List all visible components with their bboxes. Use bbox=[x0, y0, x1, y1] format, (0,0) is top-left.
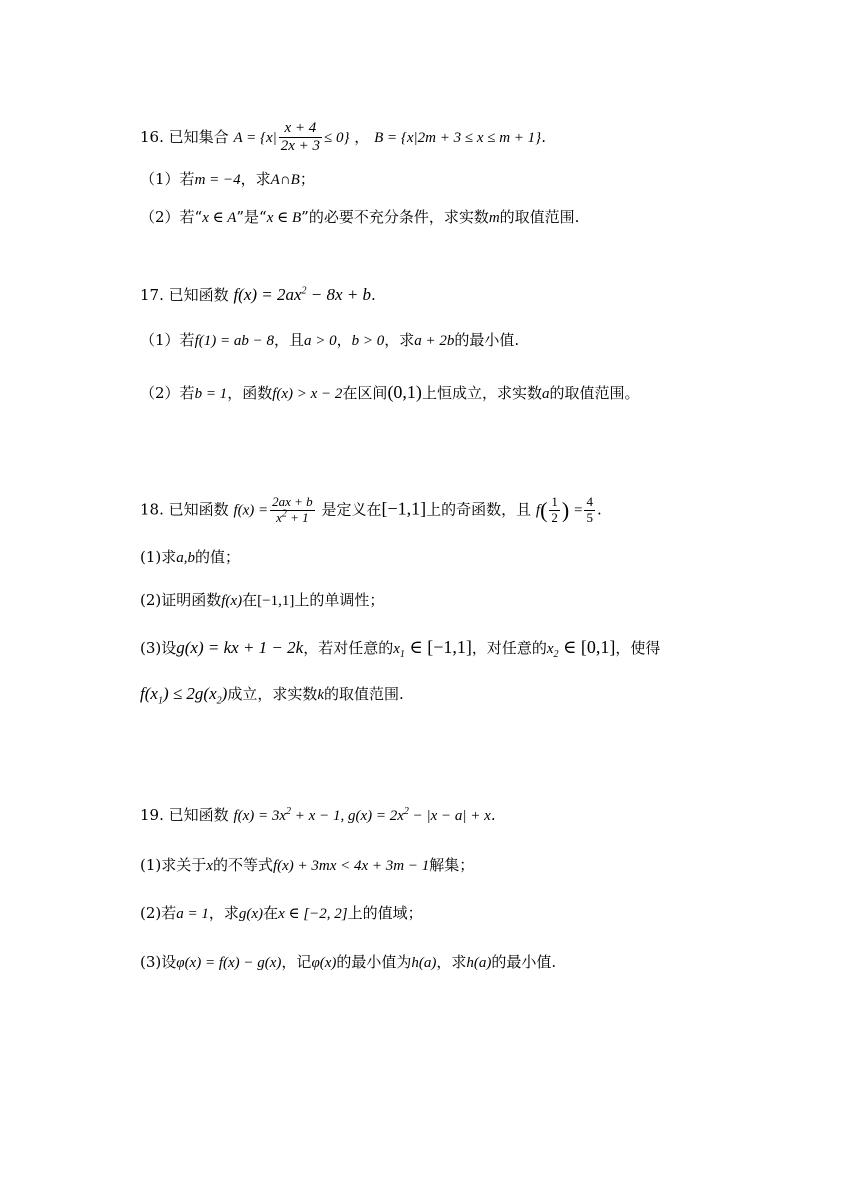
math-piece: ) ≤ 2g(x bbox=[162, 684, 217, 703]
exponent: 2 bbox=[403, 806, 409, 817]
part-text: ”的必要不充分条件，求实数 bbox=[301, 208, 489, 226]
part-text: 上的单调性； bbox=[294, 591, 385, 609]
math-expr: a bbox=[541, 386, 550, 402]
problem-number: 19. bbox=[140, 806, 164, 824]
function-g-def bbox=[348, 808, 491, 824]
function-lhs: g(x) = 2x bbox=[347, 808, 404, 824]
part-text: 成立，求实数 bbox=[227, 685, 318, 703]
left-paren: ( bbox=[540, 497, 548, 523]
problem-16-stem bbox=[140, 120, 546, 156]
set-a-lhs: A = {x| bbox=[233, 129, 277, 146]
function-rest: − |x − a| + x bbox=[408, 808, 491, 824]
math-expr: f(x) bbox=[221, 593, 243, 609]
math-expr: h(a) bbox=[411, 955, 437, 971]
part-text: ，记 bbox=[281, 953, 312, 971]
set-b: B = {x|2m + 3 ≤ x ≤ m + 1} bbox=[374, 129, 542, 146]
math-expr: φ(x) bbox=[311, 955, 337, 971]
fraction-numerator: 1 bbox=[551, 494, 558, 509]
separator: ， bbox=[354, 127, 370, 146]
part-label: （2） bbox=[140, 208, 180, 226]
part-label: (2) bbox=[140, 591, 162, 609]
set-a-rhs: ≤ 0} bbox=[324, 129, 350, 146]
part-label: （1） bbox=[140, 170, 180, 188]
part-text: 在 bbox=[263, 904, 279, 922]
subscript: 1 bbox=[399, 649, 405, 660]
variable: x bbox=[393, 641, 400, 657]
part-text: 的取值范围. bbox=[324, 685, 404, 703]
fraction-denominator: 5 bbox=[586, 509, 593, 525]
part-text: 在 bbox=[242, 591, 258, 609]
function-lhs: f(x) = 2ax bbox=[233, 285, 302, 304]
math-expr: h(a) bbox=[466, 955, 492, 971]
problem-17-part-1 bbox=[140, 333, 519, 349]
problem-17-part-2 bbox=[140, 383, 639, 402]
subscript: 1 bbox=[157, 695, 163, 707]
part-text: ，若对任意的 bbox=[303, 639, 394, 657]
problem-18-part-2 bbox=[140, 593, 384, 609]
stem-end: . bbox=[541, 127, 546, 146]
problem-number: 18. bbox=[140, 500, 164, 519]
part-label: (3) bbox=[140, 639, 162, 657]
equals-sign: = bbox=[574, 502, 583, 519]
math-expr: a = 1 bbox=[176, 906, 209, 922]
stem-text: 已知函数 bbox=[168, 286, 229, 304]
part-label: (3) bbox=[140, 953, 162, 971]
part-text: ，函数 bbox=[227, 384, 273, 402]
denominator-rest: + 1 bbox=[286, 509, 309, 525]
problem-number: 17. bbox=[140, 286, 164, 304]
math-expr: φ(x) = f(x) − g(x) bbox=[176, 955, 282, 971]
math-expr: x bbox=[206, 858, 213, 874]
problem-19-stem bbox=[140, 808, 496, 824]
function-rest: + x − 1, bbox=[291, 808, 348, 824]
function-rest: − 8x + b bbox=[306, 285, 372, 304]
math-expr bbox=[140, 684, 228, 707]
part-text: 的值； bbox=[195, 548, 241, 566]
math-expr: b = 1 bbox=[194, 386, 228, 402]
part-text: ； bbox=[299, 170, 315, 188]
condition-value-fraction bbox=[584, 495, 595, 526]
part-text: ，且 bbox=[273, 331, 304, 349]
part-text: 的最小值. bbox=[491, 953, 557, 971]
math-expr: A∩B bbox=[270, 172, 300, 188]
part-text: ，求 bbox=[436, 953, 467, 971]
part-text: 的不等式 bbox=[212, 856, 273, 874]
problem-18-stem bbox=[140, 495, 602, 526]
problem-18-part-1 bbox=[140, 550, 240, 566]
math-expr: a > 0 bbox=[303, 333, 337, 349]
stem-text: 是定义在 bbox=[321, 500, 382, 519]
part-text: ，求 bbox=[384, 331, 415, 349]
part-text: 若“ bbox=[179, 208, 203, 226]
condition-func: f bbox=[535, 502, 541, 519]
stem-end: . bbox=[596, 500, 602, 519]
variable: x bbox=[546, 641, 554, 657]
problem-19-part-1 bbox=[140, 858, 474, 874]
right-paren: ) bbox=[561, 497, 570, 523]
stem-text: 已知函数 bbox=[168, 500, 229, 519]
math-expr: x ∈ A bbox=[202, 210, 237, 226]
math-expr: m = −4 bbox=[194, 172, 241, 188]
part-text: 设 bbox=[161, 639, 177, 657]
function-f-def bbox=[233, 808, 348, 824]
problem-16-part-2 bbox=[140, 210, 579, 226]
set-a-fraction bbox=[279, 120, 322, 156]
problem-number: 16. bbox=[140, 127, 164, 146]
part-label: （2） bbox=[140, 384, 180, 402]
problem-17-stem bbox=[140, 286, 376, 303]
math-expr: x ∈ B bbox=[266, 210, 302, 226]
fraction-numerator: x + 4 bbox=[279, 120, 322, 138]
math-expr: m bbox=[488, 210, 500, 226]
subscript: 2 bbox=[216, 695, 222, 707]
part-text: ，使得 bbox=[615, 639, 661, 657]
subscript: 2 bbox=[553, 649, 559, 660]
math-expr: k bbox=[317, 687, 324, 703]
function-fraction bbox=[270, 495, 315, 526]
math-expr: (0,1) bbox=[387, 382, 422, 402]
fraction-denominator: 2x + 3 bbox=[280, 138, 321, 155]
part-text: 解集； bbox=[429, 856, 475, 874]
stem-end: . bbox=[371, 286, 376, 304]
part-text: 若 bbox=[179, 331, 195, 349]
part-text: 设 bbox=[161, 953, 177, 971]
fraction-numerator: 4 bbox=[586, 494, 593, 509]
part-text: 若 bbox=[179, 170, 195, 188]
problem-18-part-3-continued bbox=[140, 684, 404, 707]
problem-16-part-1 bbox=[140, 172, 315, 188]
stem-text: 已知函数 bbox=[168, 806, 229, 824]
interval: ∈ [0,1] bbox=[558, 637, 616, 657]
function-lhs: f(x) = 3x bbox=[233, 808, 287, 824]
fraction-denominator bbox=[270, 508, 315, 526]
part-text: 的最小值为 bbox=[336, 953, 412, 971]
problem-18-part-3 bbox=[140, 637, 661, 660]
math-expr: f(x) + 3mx < 4x + 3m − 1 bbox=[272, 858, 430, 874]
function-def bbox=[233, 285, 371, 304]
exponent: 2 bbox=[286, 806, 292, 817]
part-text: 的最小值. bbox=[454, 331, 520, 349]
part-text: 上的值域； bbox=[347, 904, 423, 922]
math-expr: [−1,1] bbox=[257, 593, 295, 609]
math-piece: f(x bbox=[140, 684, 158, 703]
math-expr: g(x) bbox=[238, 906, 264, 922]
part-text: ，求 bbox=[208, 904, 239, 922]
math-expr: g(x) = kx + 1 − 2k bbox=[176, 638, 304, 657]
part-label: (1) bbox=[140, 856, 162, 874]
math-expr: a + 2b bbox=[414, 333, 455, 349]
condition-arg-fraction bbox=[549, 495, 560, 526]
math-expr: f(x) > x − 2 bbox=[272, 386, 343, 402]
problem-19-part-2 bbox=[140, 906, 423, 922]
part-text: 若 bbox=[179, 384, 195, 402]
part-text: 在区间 bbox=[342, 384, 388, 402]
math-expr: x ∈ [−2, 2] bbox=[278, 906, 348, 922]
part-text: 的取值范围. bbox=[499, 208, 580, 226]
math-expr: b > 0 bbox=[351, 333, 385, 349]
interval: ∈ [−1,1] bbox=[404, 637, 472, 657]
stem-text: 已知集合 bbox=[168, 127, 229, 146]
function-lhs: f(x) = bbox=[233, 502, 269, 519]
part-text: ， bbox=[336, 331, 352, 349]
math-expr bbox=[393, 637, 472, 660]
math-expr bbox=[546, 637, 616, 660]
interval: [−1,1] bbox=[381, 498, 427, 519]
part-text: ”是“ bbox=[236, 208, 267, 226]
part-text: ，求 bbox=[240, 170, 271, 188]
exponent: 2 bbox=[281, 508, 287, 520]
math-expr: a,b bbox=[176, 550, 196, 566]
part-text: ，对任意的 bbox=[471, 639, 547, 657]
fraction-numerator: 2ax + b bbox=[272, 494, 313, 509]
part-label: (2) bbox=[140, 904, 162, 922]
exponent: 2 bbox=[301, 285, 307, 297]
math-expr: f(1) = ab − 8 bbox=[194, 333, 274, 349]
part-text: 求关于 bbox=[161, 856, 207, 874]
part-text: 求 bbox=[161, 548, 177, 566]
stem-text: 上的奇函数，且 bbox=[426, 500, 532, 519]
part-text: 证明函数 bbox=[161, 591, 222, 609]
part-text: 若 bbox=[161, 904, 177, 922]
stem-end: . bbox=[490, 806, 496, 824]
problem-19-part-3 bbox=[140, 955, 556, 971]
part-label: (1) bbox=[140, 548, 162, 566]
part-text: 上恒成立，求实数 bbox=[421, 384, 542, 402]
denominator-base: x bbox=[276, 509, 282, 525]
part-label: （1） bbox=[140, 331, 180, 349]
math-piece: ) bbox=[221, 684, 228, 703]
fraction-denominator: 2 bbox=[551, 509, 558, 525]
part-text: 的取值范围。 bbox=[549, 384, 640, 402]
